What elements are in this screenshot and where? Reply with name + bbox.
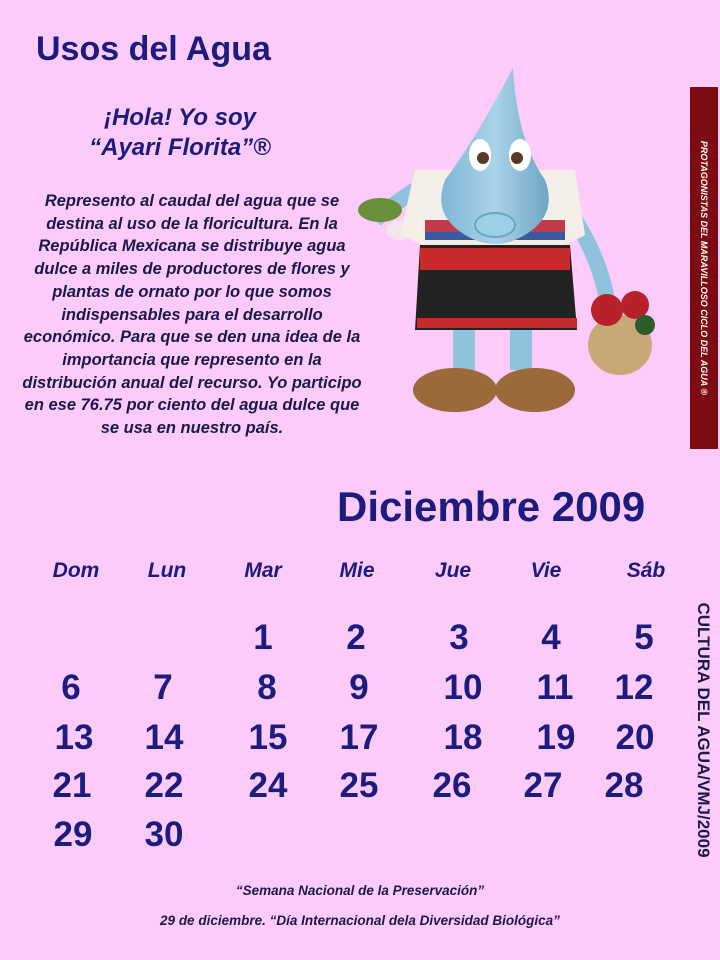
greeting-line-1: ¡Hola! Yo soy [103, 104, 257, 131]
day-name-vie: Vie [530, 559, 562, 582]
calendar-day: 3 [449, 618, 469, 657]
day-name-jue: Jue [434, 559, 472, 582]
calendar-day: 15 [248, 718, 288, 757]
calendar-day: 26 [432, 766, 472, 805]
calendar-day: 30 [144, 815, 184, 854]
calendar-day: 2 [346, 618, 366, 657]
calendar-day: 29 [53, 815, 93, 854]
calendar-day: 13 [54, 718, 94, 757]
calendar-day: 9 [349, 668, 369, 707]
calendar-day: 11 [536, 668, 574, 707]
footer-line-2: 29 de diciembre. “Día Internacional dela Diversidad Biológica” [160, 913, 560, 928]
calendar-day: 17 [339, 718, 379, 757]
calendar-day: 28 [604, 766, 644, 805]
page-title: Usos del Agua [36, 30, 271, 68]
calendar-day: 22 [144, 766, 184, 805]
calendar-day: 20 [615, 718, 655, 757]
greeting [60, 103, 300, 163]
calendar-day: 25 [339, 766, 379, 805]
calendar-day: 7 [153, 668, 173, 707]
side-credit-text: CULTURA DEL AGUA/VMJ/2009 [694, 602, 713, 858]
side-banner [690, 87, 718, 449]
description-text: Represento al caudal del agua que se destina al uso de la floricultura. En la República Mexicana se distribuye agua dulce a miles de productores de flores y plantas de ornato por lo que somos indispensables para el desarrollo económico. Para que se den una idea de la importancia que represento en la distribución anual del recurso. Yo participo en ese 76.75 por ciento del agua dulce que se usa en nuestro país. [22, 192, 362, 438]
greeting-line-2: “Ayari Florita”® [89, 134, 271, 161]
calendar-day: 18 [443, 718, 483, 757]
calendar-day: 27 [523, 766, 563, 805]
day-name-mie: Mie [339, 559, 375, 582]
calendar-day: 10 [443, 668, 483, 707]
calendar-day: 5 [634, 618, 654, 657]
footer-line-1: “Semana Nacional de la Preservación” [235, 883, 485, 898]
calendar-day: 21 [52, 766, 92, 805]
day-name-sab: Sáb [626, 559, 666, 582]
calendar-day: 1 [253, 618, 273, 657]
side-banner-text: PROTAGONISTAS DEL MARAVILLOSO CICLO DEL AGUA ® [699, 140, 709, 396]
day-name-dom: Dom [52, 559, 100, 582]
mascot-illustration [345, 60, 665, 430]
month-label: Diciembre 2009 [337, 483, 646, 530]
side-credit [688, 580, 718, 880]
day-name-mar: Mar [244, 559, 282, 582]
calendar-day: 12 [614, 668, 654, 707]
calendar-day: 19 [536, 718, 576, 757]
day-name-lun: Lun [147, 559, 187, 582]
calendar-day: 8 [257, 668, 277, 707]
calendar-day: 14 [144, 718, 184, 757]
calendar-day: 24 [248, 766, 288, 805]
calendar-day: 4 [541, 618, 561, 657]
calendar-day: 6 [61, 668, 81, 707]
